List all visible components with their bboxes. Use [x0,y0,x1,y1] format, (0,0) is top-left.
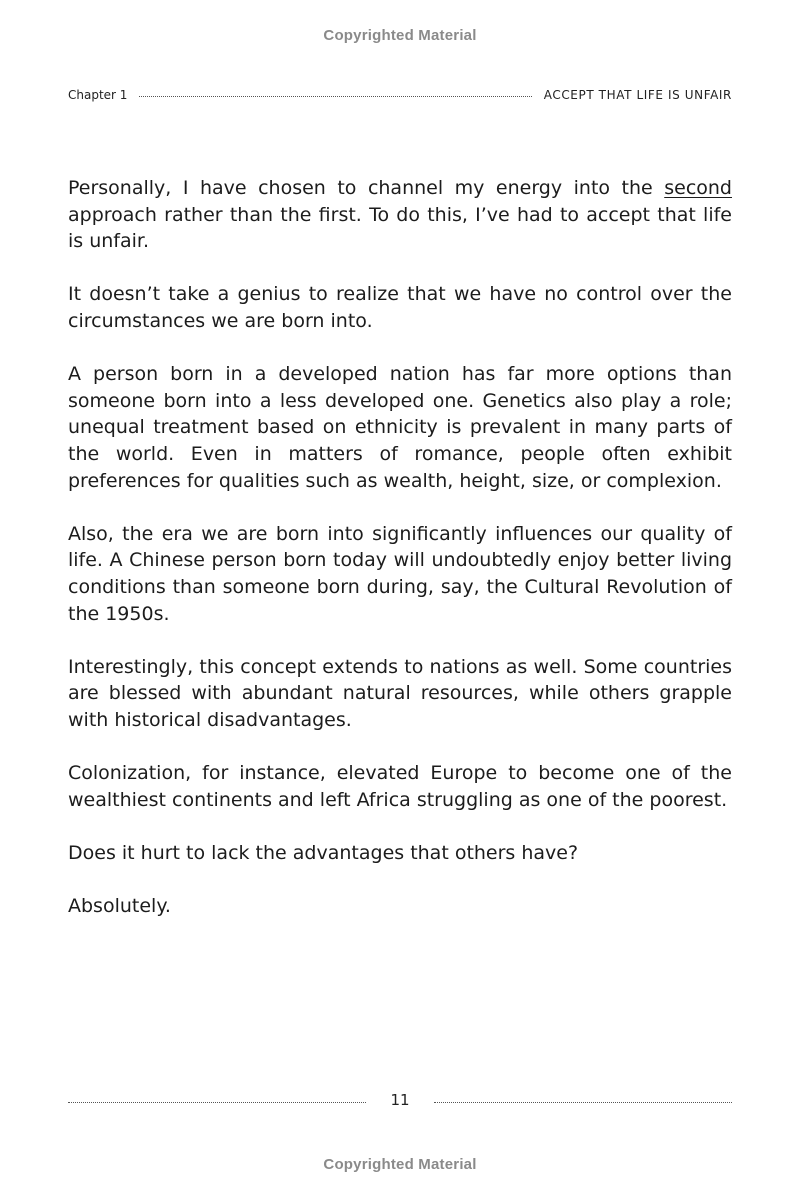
paragraph-6: Colonization, for instance, elevated Europe to become one of the wealthiest continents and left Africa struggling as one of the poorest. [68,762,732,811]
paragraph-3: A person born in a developed nation has far more options than someone born into a less developed one. Genetics also play a role; unequal treatment based on ethnicity is prevalent in many parts of the world. Even in matters of romance, people often exhibit preferences for qualities such as wealth, height, size, or complexion. [68,363,732,492]
chapter-label: Chapter 1 [68,88,128,102]
page-number: 11 [390,1091,410,1109]
copyright-watermark-top: Copyrighted Material [323,27,477,44]
paragraph-7: Does it hurt to lack the advantages that others have? [68,841,579,864]
page-body [68,175,732,946]
paragraph-5: Interestingly, this concept extends to nations as well. Some countries are blessed with abundant natural resources, while others grapple with historical disadvantages. [68,655,732,731]
running-header [68,86,732,104]
paragraph-1-start: Personally, I have chosen to channel my energy into the [68,177,665,199]
paragraph-8: Absolutely. [68,895,171,918]
page-footer [68,1090,732,1110]
section-title: ACCEPT THAT LIFE IS UNFAIR [543,88,732,102]
copyright-watermark-bottom: Copyrighted Material [323,1156,477,1173]
paragraph-1-end: approach rather than the first. To do this, I’ve had to accept that life is unfair. [68,203,732,253]
underlined-word-second: second [664,177,732,199]
paragraph-2: It doesn’t take a genius to realize that we have no control over the circumstances we are born into. [68,283,732,332]
header-dot-leader [139,96,531,97]
paragraph-4: Also, the era we are born into significantly influences our quality of life. A Chinese person born today will undoubtedly enjoy better living conditions than someone born during, say, the Cultural Revolution of the 1950s. [68,522,732,625]
paragraph-1 [68,175,732,255]
footer-dot-leader-left [68,1102,366,1103]
footer-dot-leader-right [434,1102,732,1103]
